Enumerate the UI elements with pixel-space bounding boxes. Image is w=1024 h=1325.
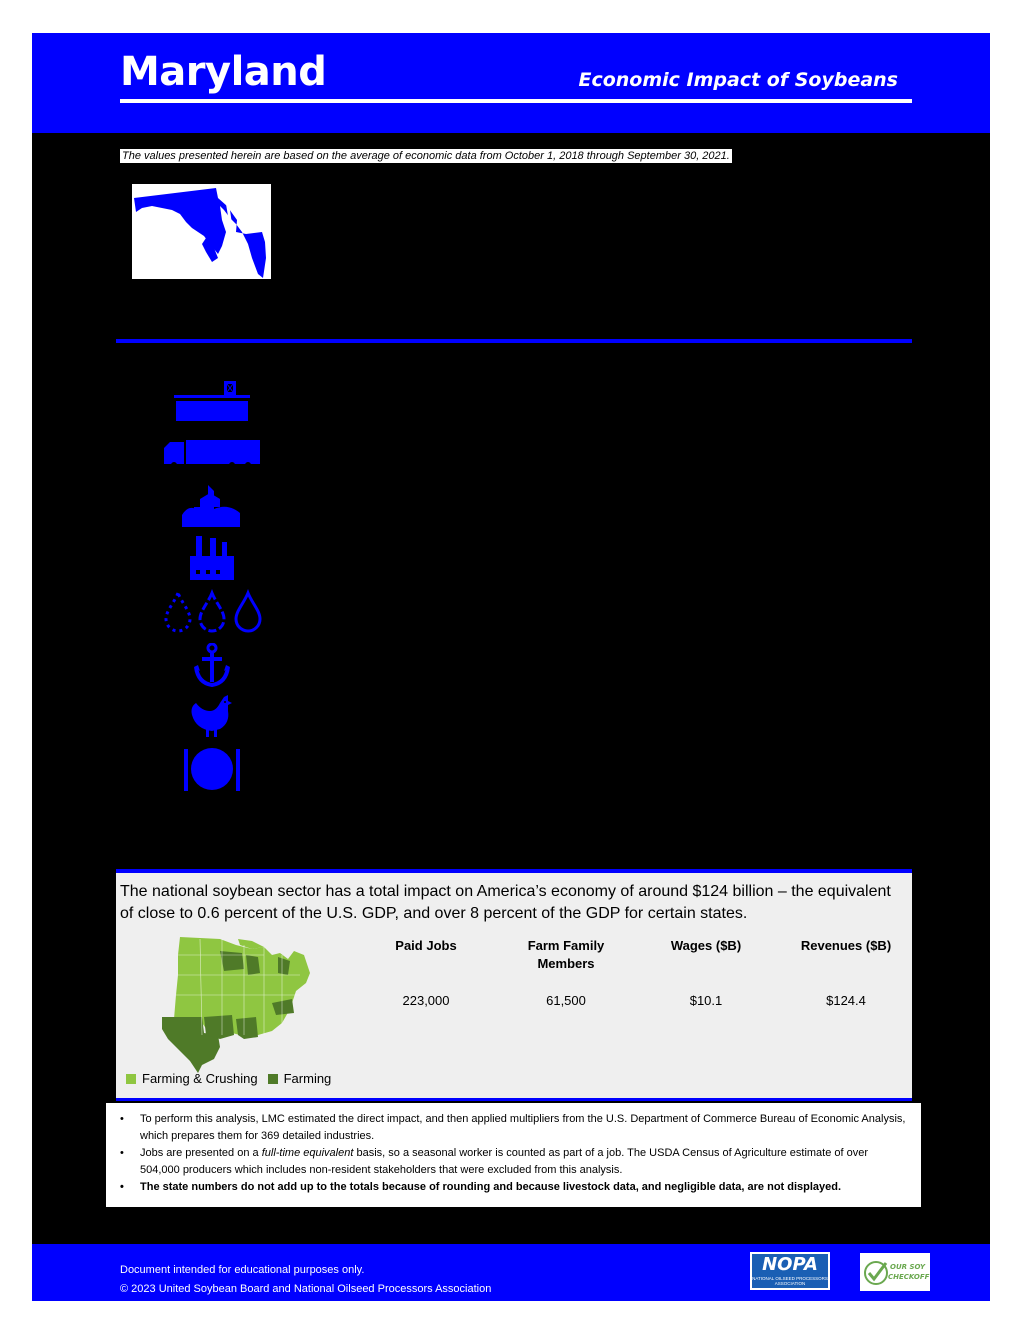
legend-label: Farming & Crushing bbox=[142, 1071, 258, 1086]
svg-text:CHECKOFF: CHECKOFF bbox=[888, 1273, 930, 1281]
note-jobs-pre: Jobs are presented on a bbox=[140, 1147, 262, 1159]
stat-value: 61,500 bbox=[546, 993, 586, 1008]
soy-checkoff-logo bbox=[860, 1253, 930, 1291]
maryland-map bbox=[132, 184, 271, 279]
stat-label: Revenues ($B) bbox=[800, 938, 892, 953]
us-soybean-states-map bbox=[160, 935, 320, 1075]
legend-swatch-farming-crushing bbox=[126, 1074, 136, 1084]
section-rule bbox=[116, 339, 912, 343]
stat-label: Paid Jobs bbox=[395, 938, 457, 953]
legend-label: Farming bbox=[283, 1071, 332, 1086]
header-rule bbox=[120, 99, 912, 103]
footer-banner bbox=[32, 1244, 990, 1301]
note-jobs-post: basis, so a seasonal worker is counted as part of a job. The USDA Census of Agriculture estimate of over 504,000 producers which includes non-resident stakeholders that were excluded from this analysis. bbox=[140, 1147, 869, 1176]
legend-item bbox=[268, 1071, 332, 1086]
state-title: Maryland bbox=[120, 49, 327, 95]
nopa-logo-text: NOPA bbox=[762, 1254, 818, 1275]
methodology-notes bbox=[106, 1103, 921, 1207]
note-rounding: • The state numbers do not add up to the totals because of rounding and because livestock data, and negligible data, are not displayed. bbox=[120, 1179, 909, 1196]
legend-item bbox=[126, 1071, 258, 1086]
national-impact-panel bbox=[116, 869, 912, 1101]
report-subtitle: Economic Impact of Soybeans bbox=[578, 69, 898, 91]
footer-copyright: © 2023 United Soybean Board and National Oilseed Processors Association bbox=[120, 1283, 492, 1295]
header-banner bbox=[32, 33, 990, 133]
nopa-logo-subtext: NATIONAL OILSEED PROCESSORS ASSOCIATION bbox=[752, 1276, 828, 1286]
oil-drops-icon bbox=[162, 589, 264, 640]
truck-icon bbox=[162, 438, 262, 473]
map-legend bbox=[126, 1071, 331, 1086]
fact-sheet bbox=[32, 33, 990, 1301]
period-note: The values presented herein are based on the average of economic data from October 1, 2018 through September 30, 2021. bbox=[122, 150, 730, 162]
stat-label: Farm Family Members bbox=[527, 938, 605, 971]
chicken-icon bbox=[190, 693, 234, 744]
legend-swatch-farming bbox=[268, 1074, 278, 1084]
national-impact-text: The national soybean sector has a total impact on America’s economy of around $124 billion – the equivalent of close to 0.6 percent of the U.S. GDP, and over 8 percent of the GDP for certain states. bbox=[120, 883, 891, 922]
anchor-icon bbox=[194, 643, 230, 692]
plate-utensils-icon bbox=[182, 745, 242, 798]
stat-revenues bbox=[776, 937, 916, 1008]
note-jobs-emphasis: full-time equivalent bbox=[261, 1147, 354, 1159]
svg-text:OUR SOY: OUR SOY bbox=[890, 1263, 926, 1271]
grain-elevator-icon bbox=[180, 485, 242, 534]
factory-icon bbox=[188, 536, 236, 587]
stat-label: Wages ($B) bbox=[670, 938, 742, 953]
stat-wages bbox=[636, 937, 776, 1008]
note-methodology: • To perform this analysis, LMC estimated the direct impact, and then applied multipliers from the U.S. Department of Commerce Bureau of Economic Analysis, which prepares them for 369 detailed industries. bbox=[120, 1111, 909, 1145]
stat-paid-jobs bbox=[356, 937, 496, 1008]
note-jobs bbox=[120, 1145, 909, 1179]
footer-disclaimer: Document intended for educational purposes only. bbox=[120, 1264, 365, 1276]
barn-icon bbox=[174, 379, 250, 428]
stat-value: 223,000 bbox=[402, 993, 450, 1008]
stat-value: $10.1 bbox=[689, 993, 723, 1008]
stat-farm-family-members bbox=[496, 937, 636, 1008]
nopa-logo bbox=[750, 1252, 830, 1290]
stat-value: $124.4 bbox=[826, 993, 866, 1008]
